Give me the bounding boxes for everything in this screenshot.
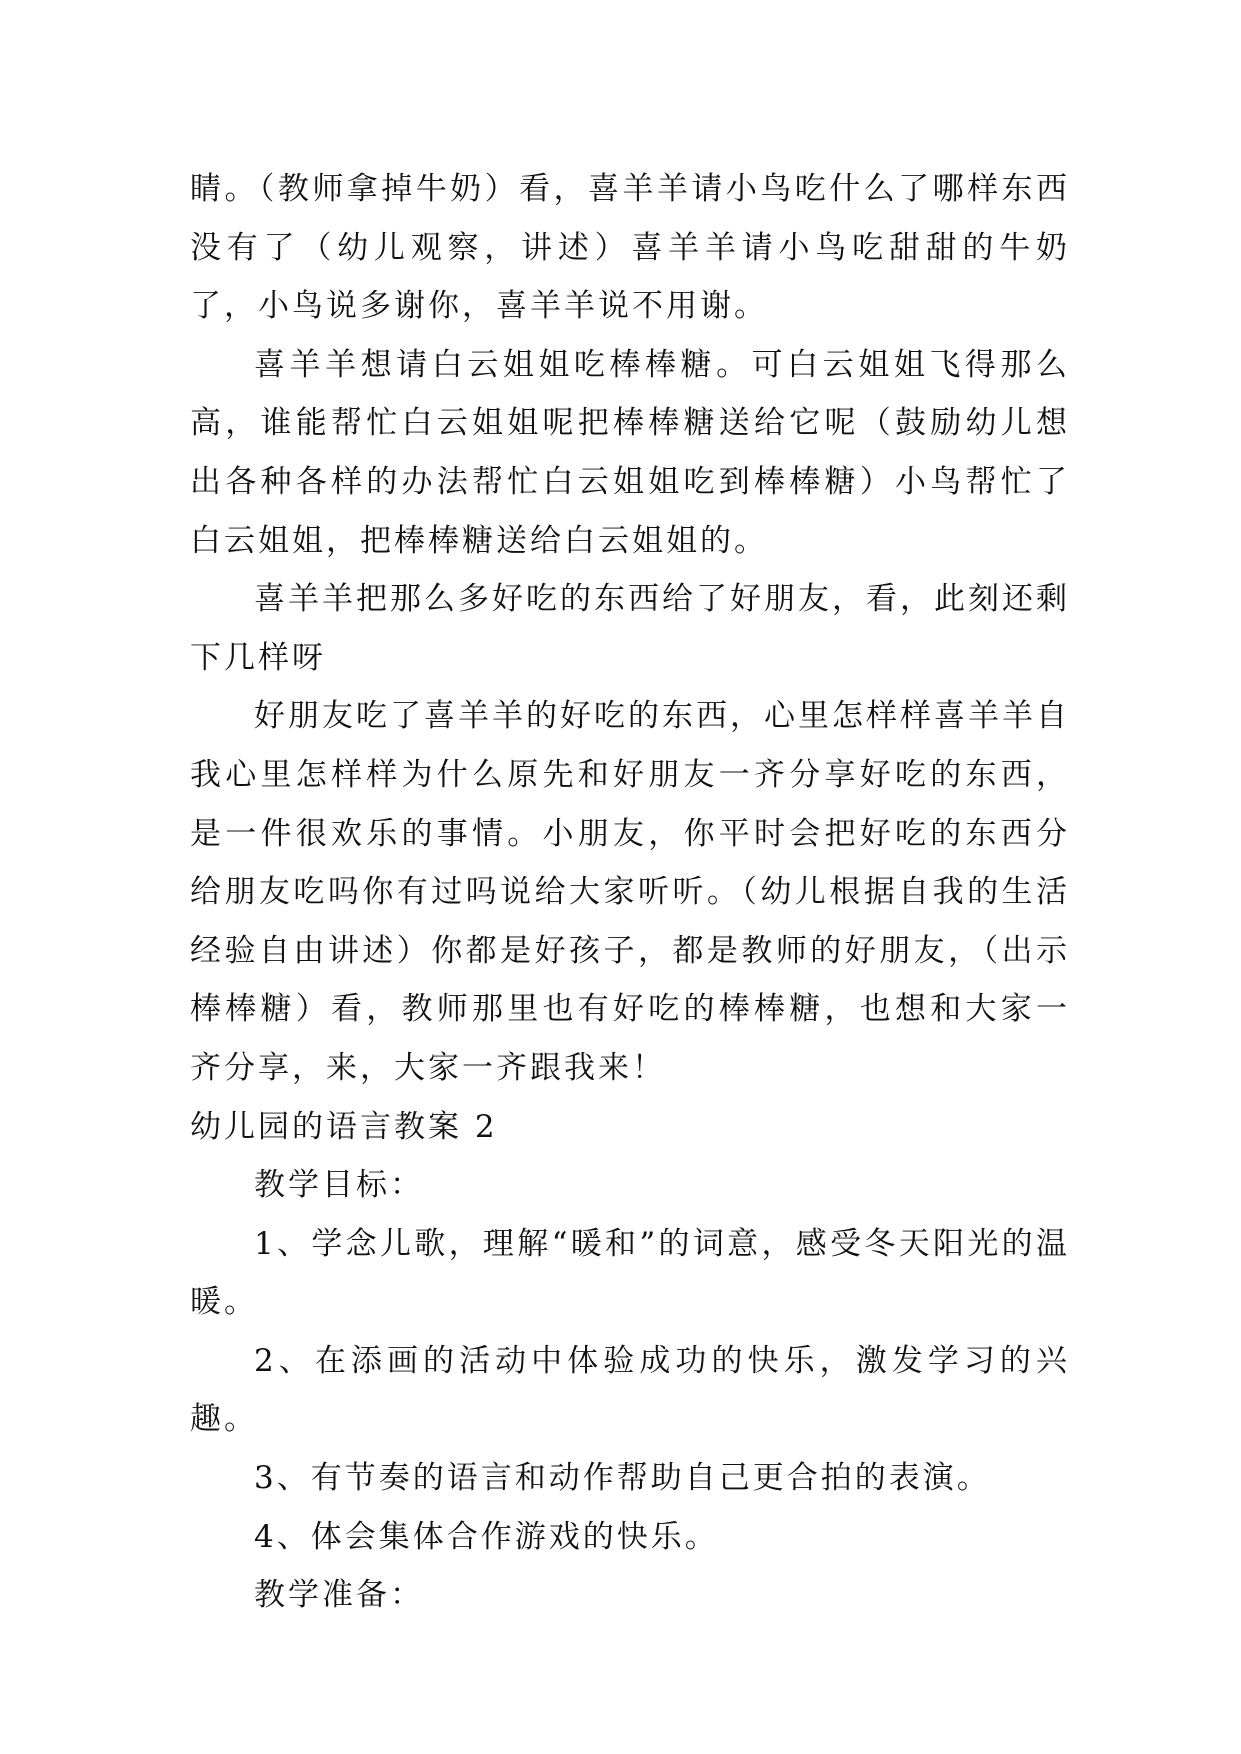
goal-item-4: 4、体会集体合作游戏的快乐。: [254, 1518, 719, 1555]
paragraph-white-cloud: 喜羊羊想请白云姐姐吃棒棒糖。可白云姐姐飞得那么高，谁能帮忙白云姐姐呢把棒棒糖送给它呢（鼓励幼儿想出各种各样的办法帮忙白云姐姐吃到棒棒糖）小鸟帮忙了白云姐姐，把棒棒糖送给白云姐姐的。: [190, 346, 1070, 559]
goal-item-1: 1、学念儿歌，理解“暖和”的词意，感受冬天阳光的温暖。: [190, 1225, 1070, 1321]
section-title: 幼儿园的语言教案 2: [190, 1108, 498, 1145]
goal-item-3: 3、有节奏的语言和动作帮助自己更合拍的表演。: [254, 1460, 991, 1497]
paragraph-sharing: 好朋友吃了喜羊羊的好吃的东西，心里怎样样喜羊羊自我心里怎样样为什么原先和好朋友一齐分享好吃的东西，是一件很欢乐的事情。小朋友，你平时会把好吃的东西分给朋友吃吗你有过吗说给大家听听。（幼儿根据自我的生活经验自由讲述）你都是好孩子，都是教师的好朋友，（出示棒棒糖）看，教师那里也有好吃的棒棒糖，也想和大家一齐分享，来，大家一齐跟我来！: [190, 698, 1070, 1086]
paragraph-remaining: 喜羊羊把那么多好吃的东西给了好朋友，看，此刻还剩下几样呀: [190, 581, 1070, 676]
document-body: [190, 160, 1070, 1625]
teaching-prep-heading: 教学准备：: [254, 1577, 424, 1614]
paragraph-continuation: 睛。（教师拿掉牛奶）看，喜羊羊请小鸟吃什么了哪样东西没有了（幼儿观察，讲述）喜羊羊请小鸟吃甜甜的牛奶了，小鸟说多谢你，喜羊羊说不用谢。: [190, 171, 1070, 325]
teaching-goals-heading: 教学目标：: [254, 1167, 424, 1204]
goal-item-2: 2、在添画的活动中体验成功的快乐，激发学习的兴趣。: [190, 1342, 1070, 1438]
